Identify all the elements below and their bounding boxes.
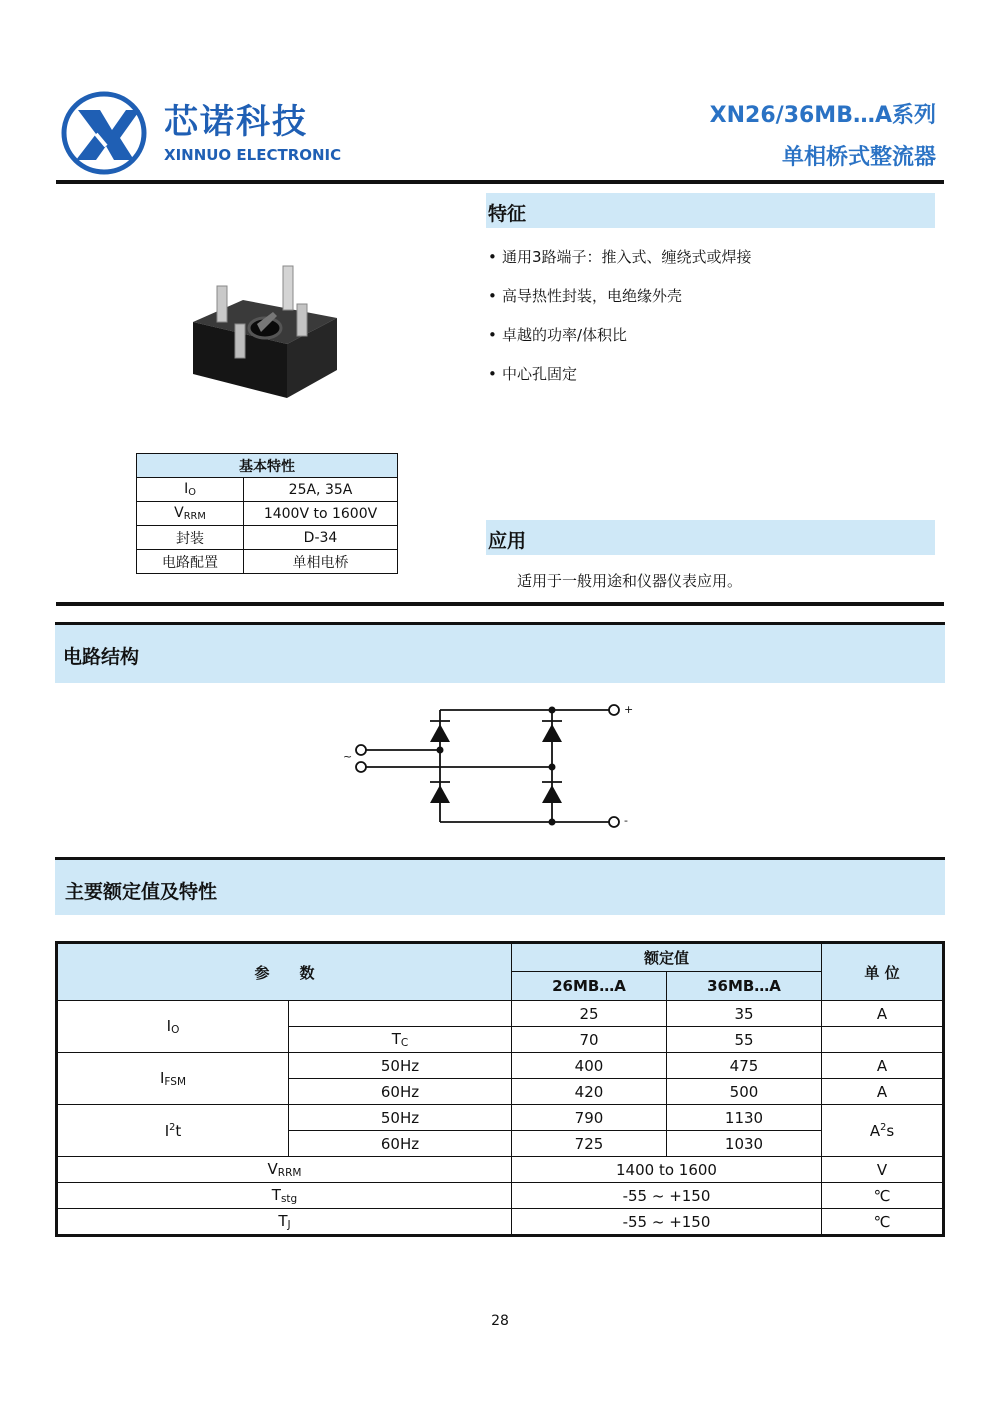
- features-heading-bar: [486, 193, 935, 228]
- io-26-2: 70: [512, 1027, 667, 1053]
- basic-characteristics-table: [136, 453, 398, 574]
- circuit-heading: 电路结构: [63, 646, 140, 668]
- circuit-label-plus: +: [624, 703, 634, 716]
- i2t-cond-2: 60Hz: [289, 1131, 512, 1157]
- ratings-table: [55, 941, 945, 1237]
- io-unit-1: A: [822, 1001, 944, 1027]
- vrrm-unit: V: [822, 1157, 944, 1183]
- circuit-heading-bar: [55, 625, 945, 683]
- ratings-heading-bar: [55, 860, 945, 915]
- product-photo: [185, 262, 345, 407]
- table-row: [57, 1053, 944, 1079]
- circuit-label-tilde: ~: [343, 750, 353, 763]
- table-header-row: [57, 943, 944, 972]
- tj-value: -55 ~ +150: [512, 1209, 822, 1236]
- table-row: [57, 1183, 944, 1209]
- xinnuo-logo-icon: [60, 90, 152, 176]
- table-row: [57, 1001, 944, 1027]
- bridge-circuit-diagram: [335, 698, 645, 838]
- ifsm-cond-1: 50Hz: [289, 1053, 512, 1079]
- vrrm-value: 1400 to 1600: [512, 1157, 822, 1183]
- bullet-icon: •: [488, 248, 497, 266]
- features-list: [488, 246, 938, 402]
- tstg-unit: ℃: [822, 1183, 944, 1209]
- table-row: [57, 1157, 944, 1183]
- col-26mb-header: 26MB…A: [512, 972, 667, 1001]
- io-unit-2: [822, 1027, 944, 1053]
- param-header: 参 数: [57, 943, 512, 1001]
- basic-value-cell: 单相电桥: [244, 550, 398, 574]
- company-logo: [60, 90, 350, 180]
- table-row: [137, 526, 398, 550]
- i2t-param: $I^2t$: [57, 1105, 289, 1157]
- table-row: [57, 1209, 944, 1236]
- ratings-heading: 主要额定值及特性: [65, 881, 218, 903]
- features-heading: 特征: [488, 203, 527, 225]
- application-heading: 应用: [488, 530, 527, 552]
- application-heading-bar: [486, 520, 935, 555]
- rated-header: 额定值: [512, 943, 822, 972]
- i2t-36-1: 1130: [667, 1105, 822, 1131]
- series-title: XN26/36MB…A系列: [709, 103, 936, 128]
- product-type: 单相桥式整流器: [781, 145, 936, 170]
- tstg-value: -55 ~ +150: [512, 1183, 822, 1209]
- ifsm-26-1: 400: [512, 1053, 667, 1079]
- application-text: 适用于一般用途和仪器仪表应用。: [517, 572, 743, 590]
- io-36-2: 55: [667, 1027, 822, 1053]
- basic-param-cell: 电路配置: [137, 550, 244, 574]
- bullet-icon: •: [488, 287, 497, 305]
- basic-value-cell: 25A, 35A: [244, 478, 398, 502]
- io-cond-1: [289, 1001, 512, 1027]
- table-row: [57, 1105, 944, 1131]
- basic-value-cell: D-34: [244, 526, 398, 550]
- ifsm-unit-1: A: [822, 1053, 944, 1079]
- basic-param-cell: $V_{RRM}$: [137, 502, 244, 526]
- list-item: • 高导热性封装，电绝缘外壳: [488, 287, 683, 305]
- i2t-26-1: 790: [512, 1105, 667, 1131]
- company-name-en: XINNUO ELECTRONIC: [164, 146, 342, 164]
- company-name-cn: 芯诺科技: [164, 102, 308, 142]
- io-cond-2: $T_C$: [289, 1027, 512, 1053]
- unit-header: 单 位: [822, 943, 944, 1001]
- basic-param-cell: $I_O$: [137, 478, 244, 502]
- ifsm-cond-2: 60Hz: [289, 1079, 512, 1105]
- col-36mb-header: 36MB…A: [667, 972, 822, 1001]
- list-item: • 中心孔固定: [488, 365, 578, 383]
- ifsm-26-2: 420: [512, 1079, 667, 1105]
- circuit-label-minus: -: [624, 814, 628, 827]
- tj-unit: ℃: [822, 1209, 944, 1236]
- i2t-36-2: 1030: [667, 1131, 822, 1157]
- tstg-param: $T_{stg}$: [57, 1183, 512, 1209]
- io-26-1: 25: [512, 1001, 667, 1027]
- basic-param-cell: 封装: [137, 526, 244, 550]
- ifsm-36-1: 475: [667, 1053, 822, 1079]
- table-row: [137, 550, 398, 574]
- header-divider: [56, 180, 944, 184]
- page-number: 28: [491, 1313, 509, 1329]
- i2t-26-2: 725: [512, 1131, 667, 1157]
- io-36-1: 35: [667, 1001, 822, 1027]
- basic-value-cell: 1400V to 1600V: [244, 502, 398, 526]
- list-item: • 通用3路端子：推入式、缠绕式或焊接: [488, 248, 752, 266]
- basic-table-title: 基本特性: [137, 454, 398, 478]
- i2t-unit: $A^2s$: [822, 1105, 944, 1157]
- bullet-icon: •: [488, 365, 497, 383]
- tj-param: $T_J$: [57, 1209, 512, 1236]
- section-divider: [56, 602, 944, 606]
- ifsm-param: $I_{FSM}$: [57, 1053, 289, 1105]
- vrrm-param: $V_{RRM}$: [57, 1157, 512, 1183]
- ifsm-36-2: 500: [667, 1079, 822, 1105]
- ifsm-unit-2: A: [822, 1079, 944, 1105]
- list-item: • 卓越的功率/体积比: [488, 326, 628, 344]
- bullet-icon: •: [488, 326, 497, 344]
- table-row: [137, 478, 398, 502]
- io-param: $I_O$: [57, 1001, 289, 1053]
- i2t-cond-1: 50Hz: [289, 1105, 512, 1131]
- table-row: [137, 502, 398, 526]
